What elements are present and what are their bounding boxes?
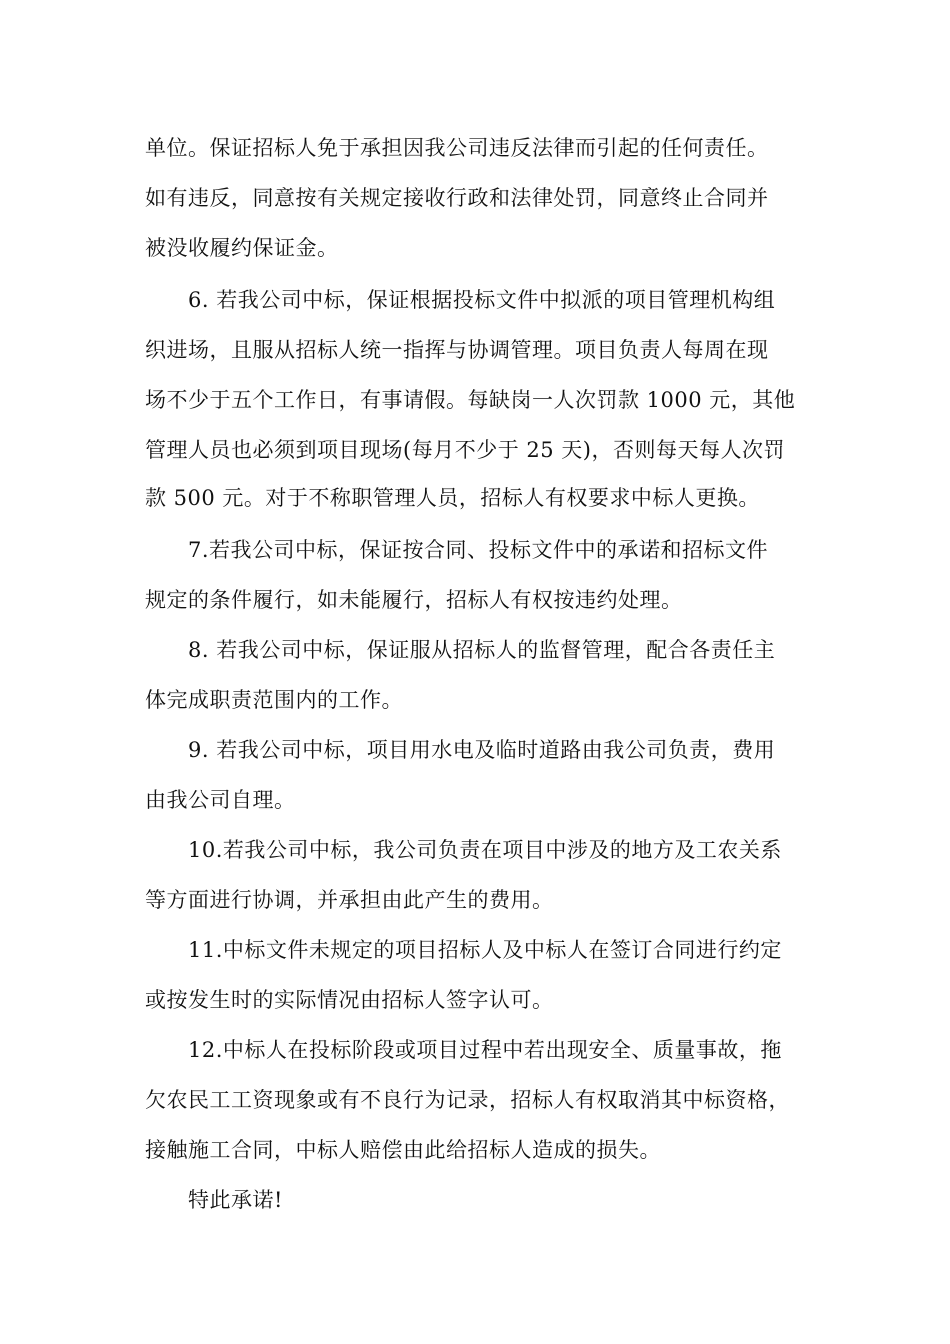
text-line: 如有违反，同意按有关规定接收行政和法律处罚，同意终止合同并 — [145, 186, 769, 210]
text-line: 9. 若我公司中标，项目用水电及临时道路由我公司负责，费用 — [188, 738, 776, 762]
text-line: 管理人员也必须到项目现场(每月不少于 25 天)，否则每天每人次罚 — [145, 438, 785, 462]
text-line: 12.中标人在投标阶段或项目过程中若出现安全、质量事故，拖 — [188, 1038, 782, 1062]
text-line: 8. 若我公司中标，保证服从招标人的监督管理，配合各责任主 — [188, 638, 776, 662]
text-line: 织进场，且服从招标人统一指挥与协调管理。项目负责人每周在现 — [145, 338, 769, 362]
text-line: 等方面进行协调，并承担由此产生的费用。 — [145, 888, 554, 912]
text-line: 由我公司自理。 — [145, 788, 296, 812]
text-line: 6. 若我公司中标，保证根据投标文件中拟派的项目管理机构组 — [188, 288, 776, 312]
text-line: 11.中标文件未规定的项目招标人及中标人在签订合同进行约定 — [188, 938, 782, 962]
text-line: 规定的条件履行，如未能履行，招标人有权按违约处理。 — [145, 588, 683, 612]
text-line: 欠农民工工资现象或有不良行为记录，招标人有权取消其中标资格， — [145, 1088, 790, 1112]
text-line: 10.若我公司中标，我公司负责在项目中涉及的地方及工农关系 — [188, 838, 782, 862]
text-line: 款 500 元。对于不称职管理人员，招标人有权要求中标人更换。 — [145, 486, 760, 510]
text-line: 单位。保证招标人免于承担因我公司违反法律而引起的任何责任。 — [145, 136, 769, 160]
closing-statement: 特此承诺! — [188, 1188, 283, 1212]
text-line: 7.若我公司中标，保证按合同、投标文件中的承诺和招标文件 — [188, 538, 769, 562]
text-line: 被没收履约保证金。 — [145, 236, 339, 260]
text-line: 场不少于五个工作日，有事请假。每缺岗一人次罚款 1000 元，其他 — [145, 388, 796, 412]
text-line: 体完成职责范围内的工作。 — [145, 688, 403, 712]
text-line: 或按发生时的实际情况由招标人签字认可。 — [145, 988, 554, 1012]
text-line: 接触施工合同，中标人赔偿由此给招标人造成的损失。 — [145, 1138, 661, 1162]
